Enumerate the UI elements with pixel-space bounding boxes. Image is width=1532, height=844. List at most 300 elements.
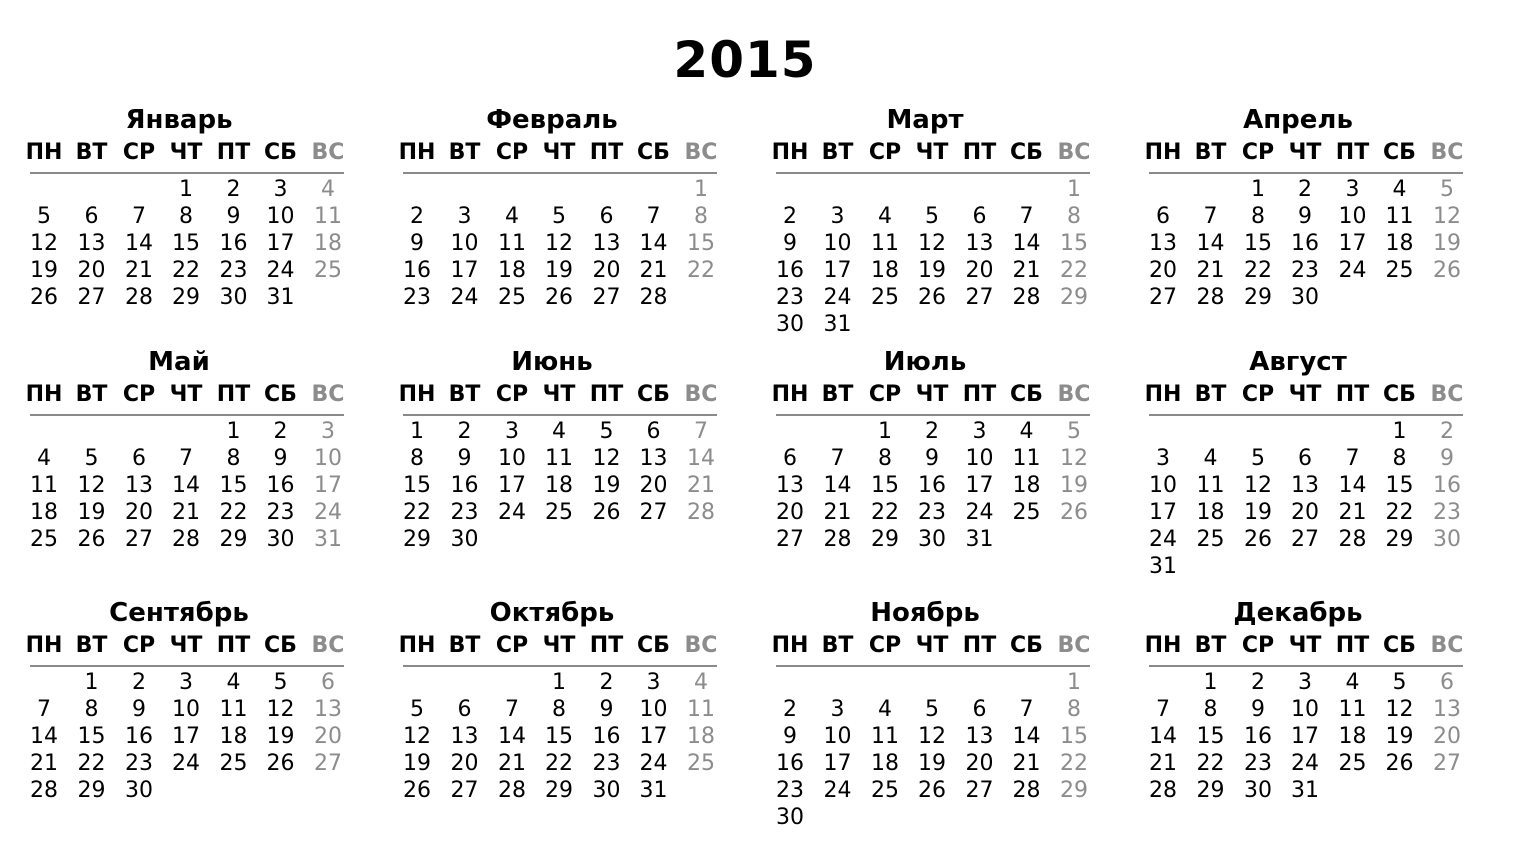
- day-cell: 9: [410, 231, 424, 256]
- day-cell: 17: [266, 231, 295, 256]
- day-cell-sunday: 25: [687, 751, 715, 776]
- day-cell: 22: [219, 500, 248, 525]
- day-cell: 1: [1392, 419, 1407, 444]
- day-cell-sunday: 19: [1433, 231, 1461, 256]
- month-name: Апрель: [1243, 105, 1353, 135]
- day-cell-sunday: 16: [1433, 473, 1461, 498]
- weekday-header: СБ: [637, 633, 670, 658]
- day-cell-sunday: 12: [1433, 204, 1461, 229]
- day-cell: 24: [1338, 258, 1367, 283]
- day-cell: 18: [219, 724, 248, 749]
- header-divider: [403, 172, 717, 174]
- day-cell: 21: [823, 500, 852, 525]
- day-cell: 12: [77, 473, 106, 498]
- month-name: Март: [886, 105, 964, 135]
- day-cell: 27: [1291, 527, 1319, 552]
- day-cell: 19: [1385, 724, 1414, 749]
- weekday-header: СР: [495, 633, 529, 658]
- day-cell: 24: [450, 285, 479, 310]
- day-cell: 7: [505, 697, 519, 722]
- day-cell-sunday: 22: [1060, 258, 1088, 283]
- header-divider: [30, 414, 344, 416]
- weekday-header: ЧТ: [1288, 633, 1322, 658]
- day-cell: 6: [972, 697, 987, 722]
- day-cell: 15: [1385, 473, 1414, 498]
- day-cell: 3: [646, 670, 661, 695]
- day-cell: 3: [179, 670, 193, 695]
- day-cell: 29: [1244, 285, 1272, 310]
- day-cell: 16: [266, 473, 295, 498]
- day-cell: 3: [830, 204, 845, 229]
- weekday-header: СР: [1241, 633, 1275, 658]
- day-cell: 10: [450, 231, 479, 256]
- day-cell: 2: [457, 419, 472, 444]
- day-cell-sunday: 8: [1067, 204, 1081, 229]
- day-cell: 1: [84, 670, 99, 695]
- day-cell: 9: [226, 204, 241, 229]
- day-cell: 17: [1291, 724, 1319, 749]
- day-cell: 1: [1203, 670, 1218, 695]
- day-cell: 16: [918, 473, 946, 498]
- day-cell: 10: [1149, 473, 1177, 498]
- day-cell: 18: [30, 500, 58, 525]
- day-cell-sunday: 29: [1060, 285, 1088, 310]
- day-cell: 10: [172, 697, 200, 722]
- day-cell: 13: [965, 724, 994, 749]
- day-cell-sunday: 26: [1433, 258, 1461, 283]
- day-cell: 14: [30, 724, 58, 749]
- day-cell-sunday: 10: [314, 446, 342, 471]
- day-cell: 12: [30, 231, 58, 256]
- day-cell-sunday: 2: [1440, 419, 1454, 444]
- day-cell: 2: [1251, 670, 1265, 695]
- day-cell: 19: [1244, 500, 1272, 525]
- day-cell-sunday: 14: [687, 446, 715, 471]
- weekday-header: ВС: [311, 382, 345, 407]
- day-cell: 2: [783, 697, 797, 722]
- weekday-header: ЧТ: [915, 382, 949, 407]
- day-cell: 21: [639, 258, 668, 283]
- day-cell: 17: [1149, 500, 1177, 525]
- day-cell: 5: [37, 204, 51, 229]
- day-cell: 14: [823, 473, 852, 498]
- day-cell-sunday: 25: [314, 258, 342, 283]
- day-cell: 16: [125, 724, 153, 749]
- year-title: 2015: [673, 31, 817, 89]
- weekday-header: СБ: [1383, 633, 1416, 658]
- header-divider: [30, 665, 344, 667]
- day-cell: 27: [965, 778, 994, 803]
- day-cell: 2: [925, 419, 939, 444]
- day-cell: 31: [823, 312, 852, 337]
- day-cell: 5: [925, 204, 939, 229]
- day-cell: 7: [37, 697, 51, 722]
- day-cell: 16: [776, 751, 804, 776]
- day-cell: 23: [1291, 258, 1319, 283]
- day-cell: 17: [965, 473, 994, 498]
- day-cell: 21: [1012, 751, 1041, 776]
- day-cell: 25: [30, 527, 58, 552]
- day-cell: 27: [450, 778, 479, 803]
- day-cell: 12: [403, 724, 431, 749]
- weekday-header: ПТ: [1335, 382, 1370, 407]
- day-cell: 4: [878, 204, 892, 229]
- weekday-header: ПТ: [1335, 140, 1370, 165]
- day-cell: 30: [125, 778, 153, 803]
- weekday-header: ПТ: [216, 140, 251, 165]
- day-cell: 22: [403, 500, 431, 525]
- day-cell: 27: [1149, 285, 1177, 310]
- day-cell-sunday: 27: [314, 751, 342, 776]
- day-cell: 29: [403, 527, 431, 552]
- day-cell: 11: [871, 724, 899, 749]
- weekday-header: СБ: [637, 140, 670, 165]
- weekday-header: ПТ: [962, 140, 997, 165]
- day-cell: 26: [545, 285, 573, 310]
- day-cell: 8: [179, 204, 193, 229]
- weekday-header: СР: [868, 382, 902, 407]
- day-cell: 25: [871, 778, 899, 803]
- day-cell: 28: [1196, 285, 1225, 310]
- day-cell: 21: [125, 258, 153, 283]
- weekday-header: ПН: [1144, 382, 1182, 407]
- day-cell: 6: [599, 204, 614, 229]
- weekday-header: ПТ: [589, 140, 624, 165]
- day-cell: 14: [125, 231, 153, 256]
- day-cell: 1: [552, 670, 566, 695]
- day-cell: 8: [226, 446, 241, 471]
- month-name: Декабрь: [1233, 598, 1363, 628]
- day-cell: 9: [783, 231, 797, 256]
- day-cell: 19: [30, 258, 58, 283]
- day-cell: 22: [1196, 751, 1225, 776]
- day-cell: 17: [450, 258, 479, 283]
- day-cell: 15: [77, 724, 106, 749]
- day-cell: 8: [1203, 697, 1218, 722]
- day-cell-sunday: 13: [1433, 697, 1461, 722]
- day-cell: 20: [965, 258, 994, 283]
- day-cell: 10: [1338, 204, 1367, 229]
- month-name: Сентябрь: [109, 598, 249, 628]
- header-divider: [776, 172, 1090, 174]
- day-cell: 20: [639, 473, 668, 498]
- day-cell: 17: [172, 724, 200, 749]
- day-cell: 18: [1338, 724, 1367, 749]
- header-divider: [1149, 172, 1463, 174]
- day-cell: 3: [1298, 670, 1312, 695]
- day-cell: 31: [266, 285, 295, 310]
- day-cell: 21: [1196, 258, 1225, 283]
- day-cell: 12: [918, 724, 946, 749]
- weekday-header: СБ: [264, 633, 297, 658]
- day-cell: 4: [552, 419, 566, 444]
- day-cell: 11: [871, 231, 899, 256]
- day-cell: 22: [1244, 258, 1272, 283]
- weekday-header: ПТ: [589, 382, 624, 407]
- day-cell: 5: [925, 697, 939, 722]
- day-cell-sunday: 12: [1060, 446, 1088, 471]
- weekday-header: СБ: [1383, 382, 1416, 407]
- day-cell: 19: [403, 751, 431, 776]
- day-cell: 26: [266, 751, 295, 776]
- weekday-header: ВС: [1430, 382, 1464, 407]
- day-cell: 11: [1012, 446, 1041, 471]
- day-cell: 5: [1251, 446, 1265, 471]
- day-cell: 5: [410, 697, 424, 722]
- weekday-header: СБ: [637, 382, 670, 407]
- day-cell: 19: [266, 724, 295, 749]
- day-cell: 28: [1012, 285, 1041, 310]
- day-cell: 4: [1019, 419, 1034, 444]
- weekday-header: ВТ: [1194, 633, 1227, 658]
- weekday-header: ВС: [311, 140, 345, 165]
- day-cell-sunday: 4: [694, 670, 708, 695]
- day-cell: 30: [450, 527, 479, 552]
- day-cell: 7: [1019, 204, 1034, 229]
- day-cell: 30: [1244, 778, 1272, 803]
- day-cell: 12: [1385, 697, 1414, 722]
- day-cell: 28: [639, 285, 668, 310]
- day-cell: 30: [776, 805, 804, 830]
- day-cell: 4: [226, 670, 241, 695]
- day-cell: 21: [1149, 751, 1177, 776]
- day-cell: 16: [450, 473, 479, 498]
- day-cell: 14: [172, 473, 200, 498]
- weekday-header: ЧТ: [915, 140, 949, 165]
- day-cell: 17: [498, 473, 526, 498]
- day-cell: 12: [592, 446, 621, 471]
- day-cell: 14: [1196, 231, 1225, 256]
- day-cell-sunday: 15: [687, 231, 715, 256]
- day-cell: 9: [273, 446, 288, 471]
- weekday-header: ВТ: [1194, 382, 1227, 407]
- weekday-header: ВТ: [1194, 140, 1227, 165]
- day-cell-sunday: 9: [1440, 446, 1454, 471]
- day-cell: 8: [552, 697, 566, 722]
- weekday-header: ВС: [1057, 382, 1091, 407]
- day-cell: 16: [403, 258, 431, 283]
- day-cell: 23: [776, 285, 804, 310]
- weekday-header: СБ: [264, 140, 297, 165]
- day-cell: 5: [84, 446, 99, 471]
- day-cell-sunday: 23: [1433, 500, 1461, 525]
- day-cell: 24: [1291, 751, 1319, 776]
- month-name: Август: [1249, 347, 1347, 377]
- day-cell: 25: [1012, 500, 1041, 525]
- weekday-header: ВТ: [75, 633, 108, 658]
- day-cell: 26: [592, 500, 621, 525]
- day-cell: 10: [498, 446, 526, 471]
- weekday-header: ПН: [398, 140, 436, 165]
- day-cell: 14: [1012, 231, 1041, 256]
- day-cell: 31: [965, 527, 994, 552]
- day-cell: 26: [1244, 527, 1272, 552]
- day-cell-sunday: 26: [1060, 500, 1088, 525]
- day-cell: 19: [918, 258, 946, 283]
- day-cell: 9: [457, 446, 472, 471]
- day-cell: 27: [125, 527, 153, 552]
- day-cell: 1: [226, 419, 241, 444]
- month-name: Май: [148, 347, 210, 377]
- weekday-header: СР: [122, 633, 156, 658]
- day-cell: 15: [403, 473, 431, 498]
- day-cell: 28: [172, 527, 200, 552]
- day-cell-sunday: 11: [687, 697, 715, 722]
- day-cell: 20: [77, 258, 106, 283]
- day-cell: 8: [84, 697, 99, 722]
- day-cell: 13: [1291, 473, 1319, 498]
- day-cell: 7: [1156, 697, 1170, 722]
- day-cell: 3: [1345, 177, 1360, 202]
- weekday-header: СБ: [264, 382, 297, 407]
- day-cell: 2: [599, 670, 614, 695]
- weekday-header: ПН: [25, 633, 63, 658]
- weekday-header: ПТ: [1335, 633, 1370, 658]
- day-cell: 26: [30, 285, 58, 310]
- weekday-header: СР: [495, 382, 529, 407]
- day-cell-sunday: 22: [687, 258, 715, 283]
- month-name: Июль: [883, 347, 967, 377]
- day-cell: 2: [273, 419, 288, 444]
- weekday-header: ВТ: [821, 382, 854, 407]
- weekday-header: ВС: [684, 633, 718, 658]
- day-cell: 1: [878, 419, 892, 444]
- day-cell: 24: [172, 751, 200, 776]
- day-cell: 5: [1392, 670, 1407, 695]
- day-cell: 27: [77, 285, 106, 310]
- weekday-header: ПТ: [216, 633, 251, 658]
- day-cell: 9: [132, 697, 146, 722]
- day-cell: 13: [1149, 231, 1177, 256]
- day-cell: 24: [266, 258, 295, 283]
- day-cell: 21: [172, 500, 200, 525]
- header-divider: [403, 414, 717, 416]
- day-cell: 17: [823, 258, 852, 283]
- weekday-header: ПТ: [216, 382, 251, 407]
- weekday-header: ВТ: [448, 382, 481, 407]
- day-cell: 5: [599, 419, 614, 444]
- day-cell-sunday: 1: [1067, 670, 1081, 695]
- month-name: Февраль: [486, 105, 618, 135]
- day-cell: 20: [965, 751, 994, 776]
- day-cell: 9: [783, 724, 797, 749]
- day-cell: 31: [1149, 554, 1177, 579]
- weekday-header: ЧТ: [1288, 140, 1322, 165]
- day-cell: 11: [219, 697, 248, 722]
- day-cell: 12: [918, 231, 946, 256]
- day-cell-sunday: 1: [1067, 177, 1081, 202]
- day-cell-sunday: 6: [321, 670, 335, 695]
- weekday-header: ВС: [1057, 140, 1091, 165]
- weekday-header: ЧТ: [915, 633, 949, 658]
- day-cell: 27: [776, 527, 804, 552]
- weekday-header: ВТ: [448, 633, 481, 658]
- day-cell: 29: [77, 778, 106, 803]
- day-cell: 7: [1019, 697, 1034, 722]
- day-cell: 7: [830, 446, 845, 471]
- day-cell-sunday: 29: [1060, 778, 1088, 803]
- weekday-header: ПТ: [962, 633, 997, 658]
- day-cell: 24: [498, 500, 526, 525]
- day-cell: 25: [1196, 527, 1225, 552]
- day-cell: 15: [871, 473, 899, 498]
- day-cell-sunday: 13: [314, 697, 342, 722]
- day-cell: 3: [457, 204, 472, 229]
- day-cell: 16: [592, 724, 621, 749]
- day-cell: 5: [552, 204, 566, 229]
- day-cell-sunday: 18: [314, 231, 342, 256]
- day-cell: 23: [266, 500, 295, 525]
- day-cell: 23: [1244, 751, 1272, 776]
- day-cell: 23: [125, 751, 153, 776]
- day-cell: 16: [219, 231, 248, 256]
- day-cell-sunday: 6: [1440, 670, 1454, 695]
- weekday-header: ВТ: [75, 140, 108, 165]
- day-cell: 13: [592, 231, 621, 256]
- day-cell: 30: [918, 527, 946, 552]
- day-cell: 20: [450, 751, 479, 776]
- day-cell: 6: [783, 446, 797, 471]
- day-cell: 26: [77, 527, 106, 552]
- day-cell: 25: [498, 285, 526, 310]
- day-cell-sunday: 18: [687, 724, 715, 749]
- day-cell: 18: [871, 751, 899, 776]
- weekday-header: СБ: [1010, 633, 1043, 658]
- day-cell: 1: [410, 419, 424, 444]
- day-cell: 17: [823, 751, 852, 776]
- weekday-header: СР: [122, 140, 156, 165]
- day-cell: 13: [125, 473, 153, 498]
- day-cell: 16: [1244, 724, 1272, 749]
- day-cell: 6: [84, 204, 99, 229]
- day-cell: 31: [1291, 778, 1319, 803]
- day-cell: 28: [498, 778, 526, 803]
- day-cell: 24: [823, 285, 852, 310]
- day-cell: 4: [1203, 446, 1218, 471]
- day-cell: 26: [403, 778, 431, 803]
- day-cell: 9: [1298, 204, 1312, 229]
- weekday-header: СР: [868, 140, 902, 165]
- day-cell: 10: [266, 204, 295, 229]
- day-cell: 24: [823, 778, 852, 803]
- day-cell: 6: [972, 204, 987, 229]
- day-cell: 24: [639, 751, 668, 776]
- day-cell: 30: [219, 285, 248, 310]
- weekday-header: ПН: [398, 382, 436, 407]
- day-cell: 11: [498, 231, 526, 256]
- day-cell: 8: [1251, 204, 1265, 229]
- day-cell: 12: [1244, 473, 1272, 498]
- day-cell: 28: [1012, 778, 1041, 803]
- day-cell: 26: [918, 285, 946, 310]
- day-cell: 8: [1392, 446, 1407, 471]
- day-cell: 11: [1338, 697, 1367, 722]
- day-cell: 28: [30, 778, 58, 803]
- day-cell: 9: [599, 697, 614, 722]
- weekday-header: СБ: [1383, 140, 1416, 165]
- weekday-header: ПН: [771, 140, 809, 165]
- day-cell: 23: [918, 500, 946, 525]
- weekday-header: ВТ: [821, 140, 854, 165]
- day-cell: 29: [172, 285, 200, 310]
- day-cell: 25: [219, 751, 248, 776]
- day-cell: 20: [592, 258, 621, 283]
- day-cell: 23: [592, 751, 621, 776]
- day-cell: 25: [871, 285, 899, 310]
- weekday-header: ПН: [1144, 633, 1182, 658]
- day-cell: 2: [783, 204, 797, 229]
- day-cell: 1: [179, 177, 193, 202]
